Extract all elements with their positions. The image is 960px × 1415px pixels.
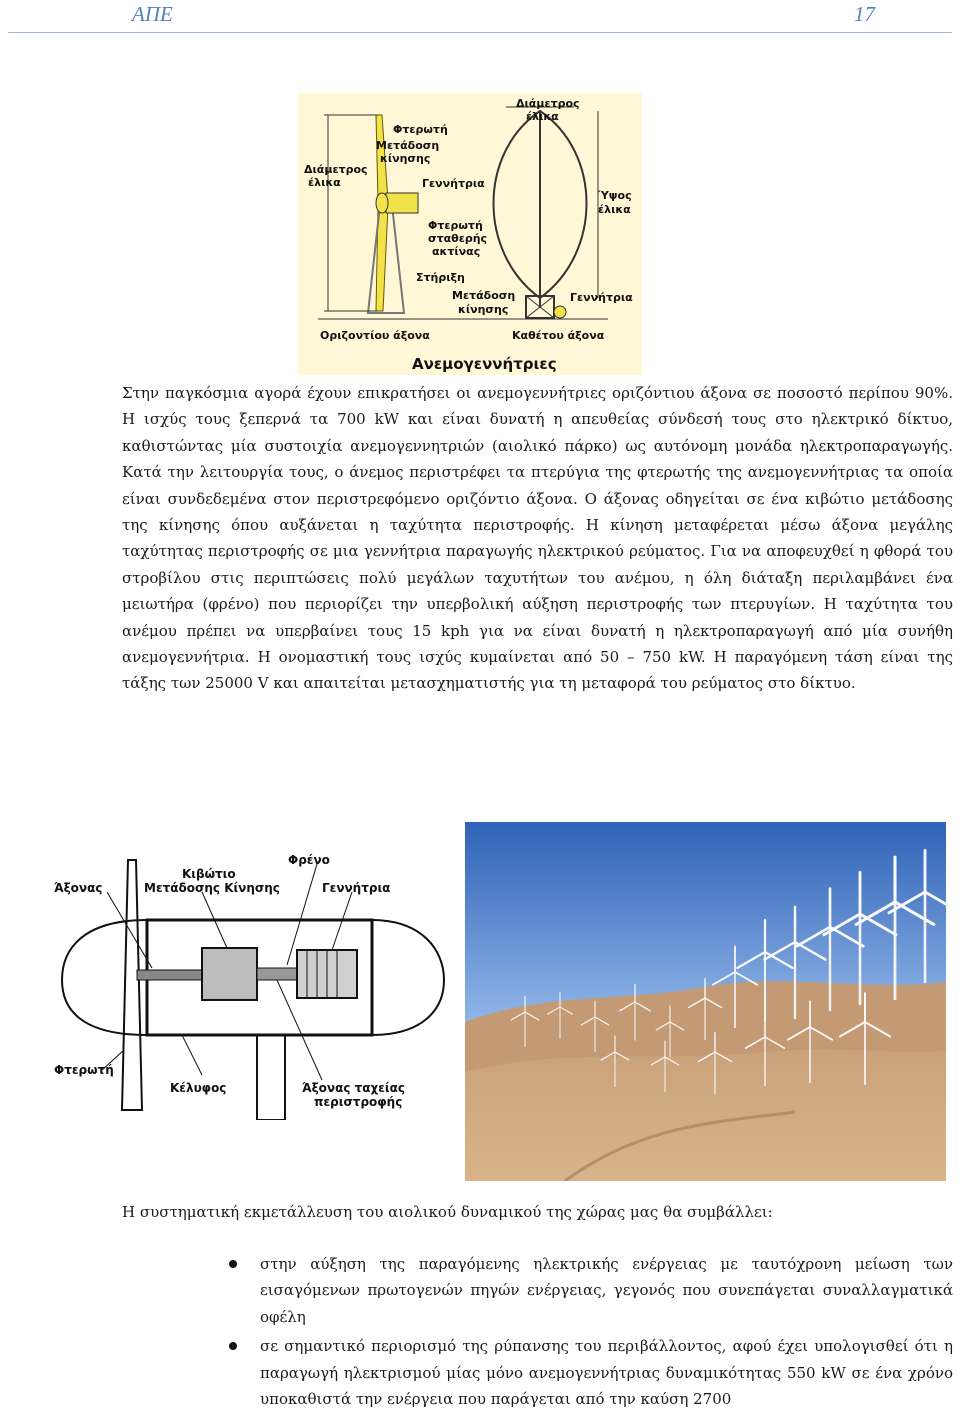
header-title: ΑΠΕ [132,2,173,26]
label-generator: Γεννήτρια [322,881,391,895]
label-transmission-1: Μετάδοση [376,139,440,152]
fast-shaft [257,968,297,980]
label-fast-axis-1: Άξονας ταχείας [302,1081,405,1095]
nacelle [386,193,418,213]
page-header [8,0,952,33]
near-hills [465,1049,946,1181]
figure1-caption: Ανεμογεννήτριες [412,355,557,373]
label-fast-axis-2: περιστροφής [314,1095,403,1109]
label-gearbox-1: Κιβώτιο [182,867,236,881]
label-height-1: Ύψος [598,189,632,202]
label-vertical-axis: Καθέτου άξονα [512,329,605,342]
list-item: στην αύξηση της παραγόμενης ηλεκτρικής ενέργειας με ταυτόχρονη μείωση των εισαγόμενων πρωτογενών πηγών ενέργειας, γεγονός που συνεπάγεται συναλλαγματικά οφέλη [122,1251,953,1330]
label-v-diameter-1: Διάμετρος [516,97,580,110]
label-v-diameter-2: έλικα [526,110,559,123]
gearbox [202,948,257,1000]
paragraph-main: Στην παγκόσμια αγορά έχουν επικρατήσει οι ανεμογεννήτριες οριζόντιου άξονα σε ποσοστό περίπου 90%. Η ισχύς τους ξεπερνά τα 700 kW και είναι δυνατή η απευθείας σύνδεσή τους στο ηλεκτρικό δίκτυο, καθιστώντας μία συστοιχία ανεμογεννητριών (αιολικό πάρκο) ως αυτόνομη μονάδα ηλεκτροπαραγωγής. Κατά την λειτουργία τους, ο άνεμος περιστρέφει τα πτερύγια της φτερωτής της ανεμογεννήτριας τα οποία είναι συνδεδεμένα στον περιστρεφόμενο οριζόντιο άξονα. Ο άξονας οδηγείται σε ένα κιβώτιο μετάδοσης της κίνησης όπου αυξάνεται η ταχύτητα περιστροφής. Η κίνηση μεταφέρεται μέσω άξονα μεγάλης ταχύτητας περιστροφής σε μια γεννήτρια παραγωγής ηλεκτρικού ρεύματος. Για να αποφευχθεί η φθορά του στροβίλου στις περιπτώσεις πολύ μεγάλων ταχυτήτων του ανέμου, η όλη διάταξη περιλαμβάνει ένα μειωτήρα (φρένο) που περιορίζει την υπερβολική αύξηση περιστροφής των πτερυγίων. Η ταχύτητα του ανέμου πρέπει να υπερβαίνει τους 15 kph για να είναι δυνατή η ηλεκτροπαραγωγή από μία συνήθη ανεμογεννήτρια. Η ονομαστική τους ισχύς κυμαίνεται από 50 – 750 kW. Η παραγόμενη τάση είναι της τάξης των 25000 V και απαιτείται μετασχηματιστής για τη μεταφορά του ρεύματος στο δίκτυο. [122,384,953,693]
label-horizontal-axis: Οριζοντίου άξονα [320,329,430,342]
label-fixed-rotor-2: σταθερής [428,232,488,245]
label-gearbox-2: Μετάδοσης Κίνησης [144,881,280,895]
label-diameter-2: έλικα [308,176,341,189]
label-rotor: Φτερωτή [54,1063,114,1077]
label-brake: Φρένο [288,853,330,867]
label-shell: Κέλυφος [170,1081,227,1095]
label-v-transmission-2: κίνησης [458,303,509,316]
paragraph-summary: Η συστηματική εκμετάλλευση του αιολικού δυναμικού της χώρας μας θα συμβάλλει: [122,1203,773,1221]
label-fixed-rotor-1: Φτερωτή [428,219,483,232]
label-generator: Γεννήτρια [422,177,485,190]
list-item: σε σημαντικό περιορισμό της ρύπανσης του περιβάλλοντος, αφού έχει υπολογισθεί ότι η παραγωγή ηλεκτρισμού μίας μόνο ανεμογεννήτριας δυναμικότητας 550 kW σε ένα χρόνο υποκαθιστά την ενέργεια που παράγεται από την καύση 2700 [122,1333,953,1412]
wind-turbines-figure [298,93,642,375]
bullet-icon [229,1342,237,1350]
label-axis: Άξονας [54,881,103,895]
label-v-generator: Γεννήτρια [570,291,633,304]
vertical-generator [554,306,566,318]
label-transmission-2: κίνησης [380,152,431,165]
label-rotor: Φτερωτή [393,123,448,136]
nacelle-diagram [52,850,447,1120]
benefits-list [122,1251,953,1415]
page-number: 17 [854,2,875,26]
label-diameter-1: Διάμετρος [304,163,368,176]
label-height-2: έλικα [598,203,631,216]
main-shaft [137,970,207,980]
label-support: Στήριξη [416,271,465,284]
hub [376,193,388,213]
wind-farm-photo [465,822,946,1181]
label-v-transmission-1: Μετάδοση [452,289,516,302]
label-fixed-rotor-3: ακτίνας [432,245,481,258]
bullet-icon [229,1260,237,1268]
